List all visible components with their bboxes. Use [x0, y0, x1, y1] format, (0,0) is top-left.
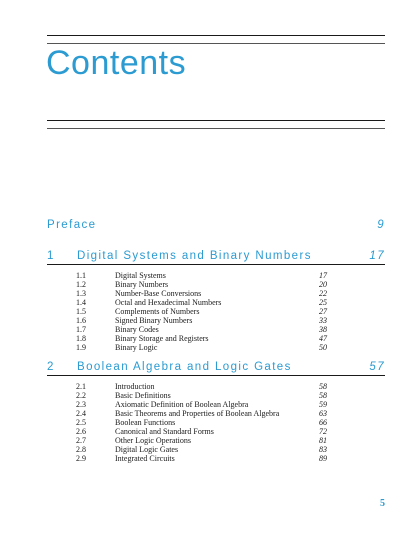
top-rule-thick	[47, 35, 385, 36]
section-page: 58	[319, 382, 327, 391]
section-number: 2.2	[76, 391, 86, 400]
section-number: 2.9	[76, 454, 86, 463]
section-number: 2.3	[76, 400, 86, 409]
section-number: 1.2	[76, 280, 86, 289]
section-number: 1.5	[76, 307, 86, 316]
section-page: 89	[319, 454, 327, 463]
section-title: Digital Systems	[115, 271, 166, 280]
section-page: 58	[319, 391, 327, 400]
section-page: 81	[319, 436, 327, 445]
section-number: 2.4	[76, 409, 86, 418]
section-title: Canonical and Standard Forms	[115, 427, 214, 436]
section-title: Binary Codes	[115, 325, 159, 334]
toc-preface[interactable]	[47, 219, 385, 235]
section-page: 50	[319, 343, 327, 352]
section-title: Boolean Functions	[115, 418, 176, 427]
chapter-rule	[47, 375, 385, 376]
toc-section[interactable]	[76, 453, 327, 464]
chapter-number: 1	[47, 250, 55, 262]
section-title: Octal and Hexadecimal Numbers	[115, 298, 222, 307]
section-title: Binary Logic	[115, 343, 158, 352]
section-title: Integrated Circuits	[115, 454, 175, 463]
section-number: 1.7	[76, 325, 86, 334]
toc-section[interactable]	[76, 342, 327, 353]
section-page: 27	[319, 307, 327, 316]
section-number: 2.6	[76, 427, 86, 436]
section-number: 2.8	[76, 445, 86, 454]
section-page: 20	[319, 280, 327, 289]
chapter-rule	[47, 264, 385, 265]
chapter-page: 17	[369, 250, 385, 262]
section-number: 1.3	[76, 289, 86, 298]
section-page: 38	[319, 325, 327, 334]
chapter-number: 2	[47, 361, 55, 373]
section-title: Binary Numbers	[115, 280, 169, 289]
section-title: Binary Storage and Registers	[115, 334, 209, 343]
section-number: 1.6	[76, 316, 86, 325]
section-title: Axiomatic Definition of Boolean Algebra	[115, 400, 249, 409]
section-page: 63	[319, 409, 327, 418]
section-page: 47	[319, 334, 327, 343]
section-title: Other Logic Operations	[115, 436, 191, 445]
preface-title: Preface	[47, 219, 97, 231]
section-number: 1.9	[76, 343, 86, 352]
section-title: Introduction	[115, 382, 155, 391]
page-number: 5	[380, 498, 385, 509]
chapter-title: Boolean Algebra and Logic Gates	[77, 361, 292, 373]
section-page: 66	[319, 418, 327, 427]
section-title: Number-Base Conversions	[115, 289, 202, 298]
section-page: 72	[319, 427, 327, 436]
section-page: 83	[319, 445, 327, 454]
section-page: 17	[319, 271, 327, 280]
section-title: Complements of Numbers	[115, 307, 200, 316]
section-number: 2.5	[76, 418, 86, 427]
section-number: 2.7	[76, 436, 86, 445]
title-rule-thick	[47, 120, 385, 121]
section-number: 1.8	[76, 334, 86, 343]
chapter-page: 57	[369, 361, 385, 373]
section-title: Digital Logic Gates	[115, 445, 179, 454]
section-page: 22	[319, 289, 327, 298]
section-title: Basic Definitions	[115, 391, 171, 400]
section-title: Signed Binary Numbers	[115, 316, 193, 325]
section-page: 25	[319, 298, 327, 307]
section-number: 1.4	[76, 298, 86, 307]
chapter-title: Digital Systems and Binary Numbers	[77, 250, 312, 262]
section-title: Basic Theorems and Properties of Boolean Algebra	[115, 409, 280, 418]
section-number: 2.1	[76, 382, 86, 391]
page-title: Contents	[46, 44, 187, 82]
section-page: 59	[319, 400, 327, 409]
section-number: 1.1	[76, 271, 86, 280]
section-page: 33	[319, 316, 327, 325]
preface-page: 9	[377, 219, 385, 231]
title-rule-thin	[47, 128, 385, 129]
